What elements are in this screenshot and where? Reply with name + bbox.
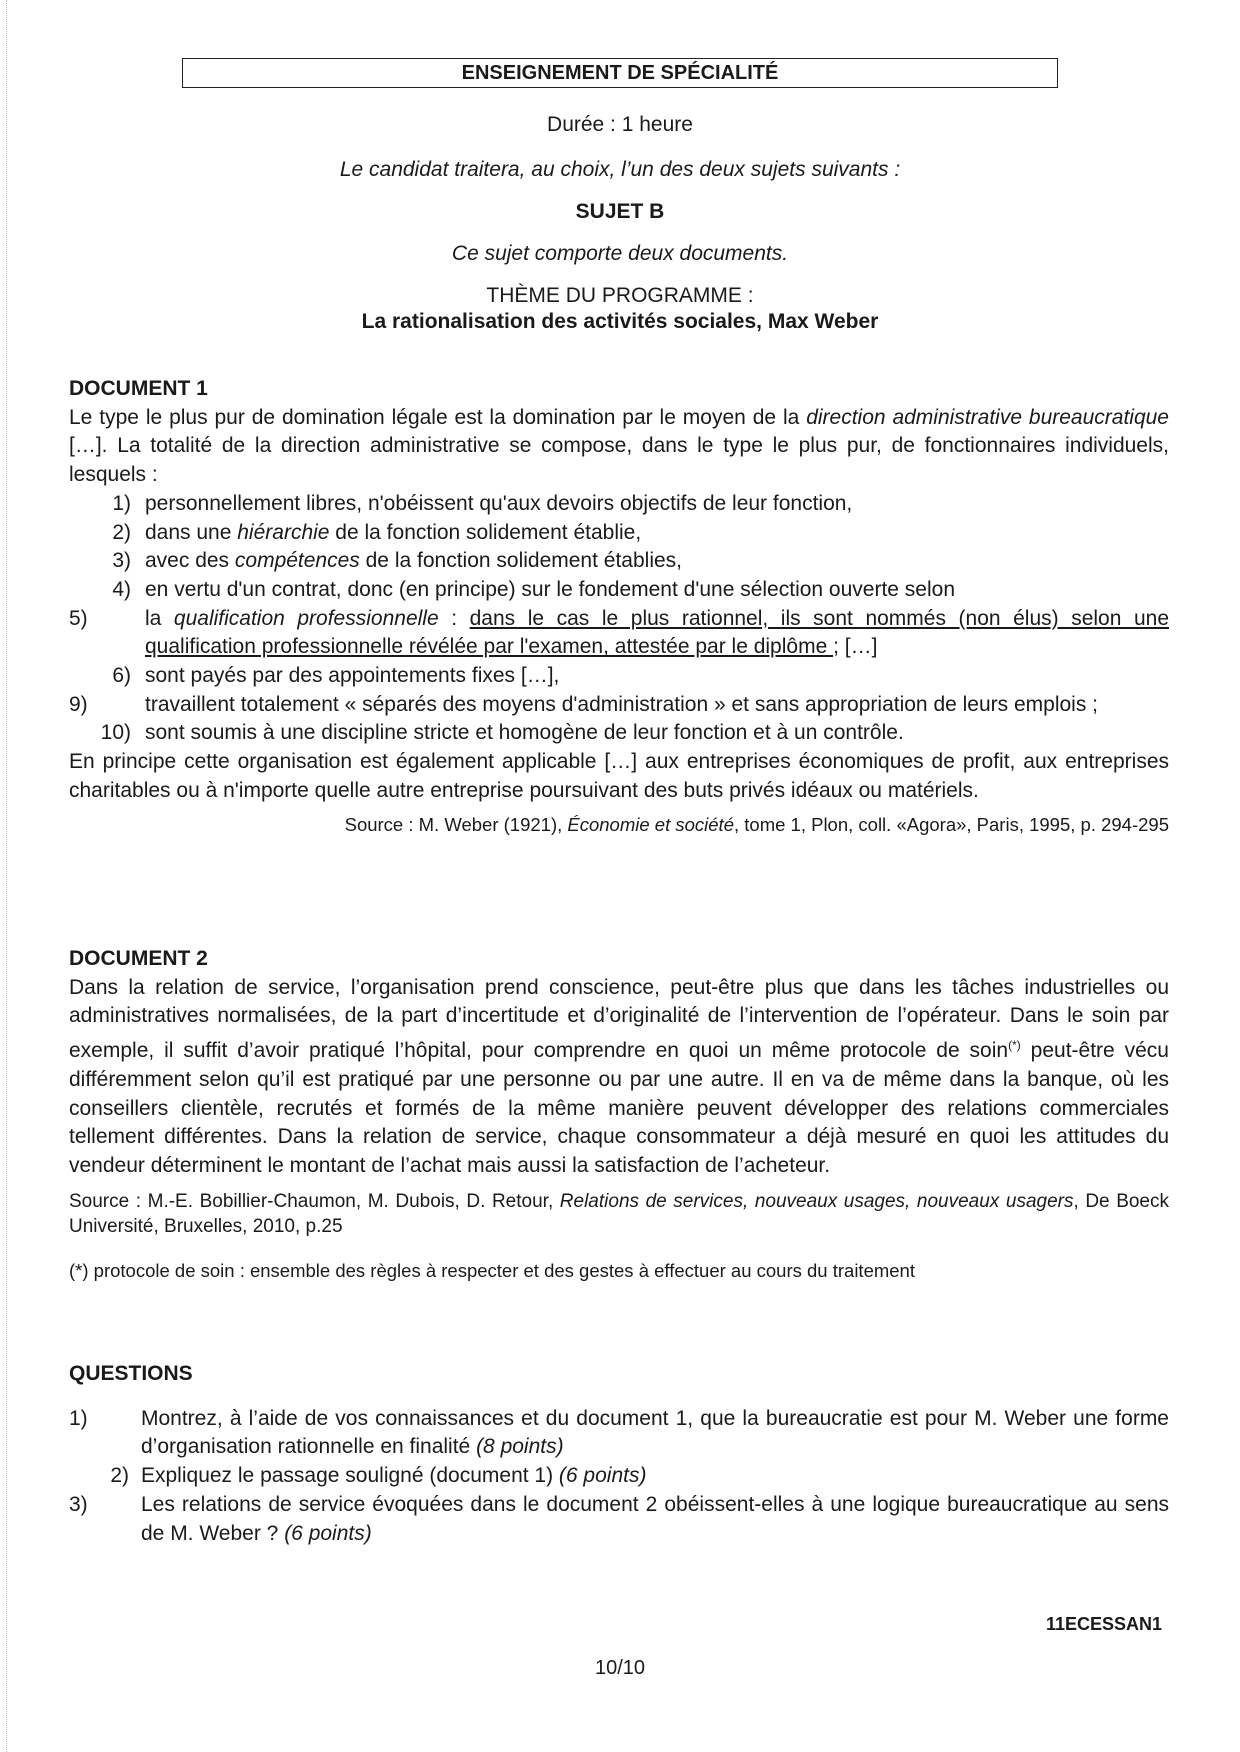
item-emphasis: qualification professionnelle [173, 606, 439, 630]
question-text: Les relations de service évoquées dans le document 2 obéissent-elles à une logique bureaucratique au sens de M. Weber ? [141, 1492, 1169, 1545]
intro-emphasis: direction administrative bureaucratique [806, 405, 1169, 429]
list-item [69, 547, 1169, 576]
duration: Durée : 1 heure [547, 113, 693, 136]
item-text: en vertu d'un contrat, donc (en principe) sur le fondement d'une sélection ouverte selon [145, 577, 956, 601]
subject-note: Ce sujet comporte deux documents. [451, 242, 789, 265]
list-item [69, 605, 1169, 662]
item-text: sont soumis à une discipline stricte et homogène de leur fonction et à un contrôle. [145, 721, 904, 745]
document-1-list [69, 490, 1169, 748]
source-text: , De Boeck Université, Bruxelles, 2010, p.25 [69, 1190, 1169, 1237]
document-1-heading: DOCUMENT 1 [69, 377, 208, 400]
document-1-conclusion: En principe cette organisation est également applicable […] aux entreprises économiques de profit, aux entreprises charitables ou à n'importe quelle autre entreprise poursuivant des buts privés idéaux ou matériels. [69, 750, 1169, 802]
item-text: : [438, 606, 470, 630]
list-item [69, 662, 1169, 691]
subject-label: SUJET B [575, 200, 665, 223]
footnote: (*) protocole de soin : ensemble des règles à respecter et des gestes à effectuer au cours du traitement [69, 1259, 915, 1281]
doc2-text: peut-être vécu différemment selon qu’il est pratiqué par une personne ou par une autre. Il en va de même dans la banque, où les conseillers clientèle, recrutés et formés de la même manière peuvent développer des relations commerciales tellement différentes. Dans la relation de service, chaque consommateur a déjà mesuré en quoi les attitudes du vendeur déterminent le montant de l’achat mais aussi la satisfaction de l’acheteur. [69, 1039, 1169, 1177]
item-number: 10) [100, 721, 131, 745]
scan-margin-line [6, 0, 8, 1752]
item-number: 9) [69, 692, 88, 716]
theme-label: THÈME DU PROGRAMME : [486, 284, 754, 307]
document-1-source [69, 811, 1169, 840]
list-item [69, 519, 1169, 548]
page-title: ENSEIGNEMENT DE SPÉCIALITÉ [182, 58, 1058, 88]
item-text: sont payés par des appointements fixes […], [145, 664, 560, 688]
document-2 [69, 945, 1169, 1285]
item-emphasis: hiérarchie [237, 520, 330, 544]
document-1 [69, 375, 1169, 839]
question-number: 1) [69, 1406, 88, 1430]
intro-text: Le type le plus pur de domination légale est la domination par le moyen de la [69, 405, 807, 429]
document-2-source [69, 1189, 1169, 1239]
item-text: travaillent totalement « séparés des moyens d'administration » et sans appropriation de leurs emplois ; [145, 692, 1099, 716]
question-item [69, 1462, 1169, 1491]
theme-title: La rationalisation des activités sociales, Max Weber [361, 310, 879, 333]
doc2-text: Dans la relation de service, l’organisation prend conscience, peut-être plus que dans les tâches industrielles ou administratives normalisées, de la part d’incertitude et d’originalité de l’intervention de l’opérateur. Dans le soin par exemple, il suffit d’avoir pratiqué l’hôpital, pour comprendre en quoi un même protocole de soin [69, 975, 1169, 1063]
source-text: , tome 1, Plon, coll. «Agora», Paris, 1995, p. 294-295 [733, 813, 1169, 835]
question-item [69, 1491, 1169, 1548]
question-text: Expliquez le passage souligné (document 1) [141, 1464, 559, 1488]
exam-code: 11ECESSAN1 [1045, 1614, 1162, 1634]
item-text: la [145, 606, 174, 630]
item-number: 6) [112, 664, 131, 688]
item-text: de la fonction solidement établies, [359, 549, 682, 573]
footnote-mark: (*) [1008, 1038, 1021, 1053]
instruction: Le candidat traitera, au choix, l’un des deux sujets suivants : [339, 158, 901, 181]
question-text: Montrez, à l’aide de vos connaissances et du document 1, que la bureaucratie est pour M. Weber une forme d’organisation rationnelle en finalité [141, 1406, 1169, 1459]
question-item [69, 1405, 1169, 1462]
item-number: 3) [112, 549, 131, 573]
underlined-passage: dans le cas le plus rationnel, ils sont nommés (non élus) selon une qualification professionnelle révélée par l'examen, attestée par le diplôme [145, 606, 1169, 659]
questions-heading: QUESTIONS [69, 1362, 193, 1385]
source-text: Source : M.-E. Bobillier-Chaumon, M. Dubois, D. Retour, [69, 1190, 560, 1212]
question-number: 3) [69, 1492, 88, 1516]
item-text: ; […] [833, 635, 878, 659]
questions-list [69, 1405, 1169, 1549]
item-text: personnellement libres, n'obéissent qu'aux devoirs objectifs de leur fonction, [145, 491, 853, 515]
question-points: (6 points) [284, 1521, 372, 1545]
list-item [69, 719, 1169, 748]
source-title: Économie et société [567, 813, 734, 835]
item-text: de la fonction solidement établie, [329, 520, 642, 544]
item-number: 4) [112, 577, 131, 601]
page-number: 10/10 [594, 1657, 646, 1679]
item-number: 1) [112, 491, 131, 515]
item-number: 2) [112, 520, 131, 544]
item-text: dans une [145, 520, 238, 544]
document-2-heading: DOCUMENT 2 [69, 947, 208, 970]
source-title: Relations de services, nouveaux usages, nouveaux usagers [559, 1190, 1074, 1212]
document-2-text [69, 974, 1169, 1181]
question-points: (6 points) [558, 1464, 647, 1488]
intro-text-end: […]. La totalité de la direction administrative se compose, dans le type le plus pur, de fonctionnaires individuels, lesquels : [69, 434, 1169, 487]
list-item [69, 691, 1169, 720]
question-points: (8 points) [476, 1435, 564, 1459]
questions-section [69, 1360, 1169, 1548]
item-text: avec des [145, 549, 235, 573]
source-text: Source : M. Weber (1921), [344, 813, 568, 835]
list-item [69, 576, 1169, 605]
item-emphasis: compétences [234, 549, 360, 573]
document-1-intro [69, 404, 1169, 490]
question-number: 2) [110, 1464, 129, 1488]
item-number: 5) [69, 606, 88, 630]
list-item [69, 490, 1169, 519]
